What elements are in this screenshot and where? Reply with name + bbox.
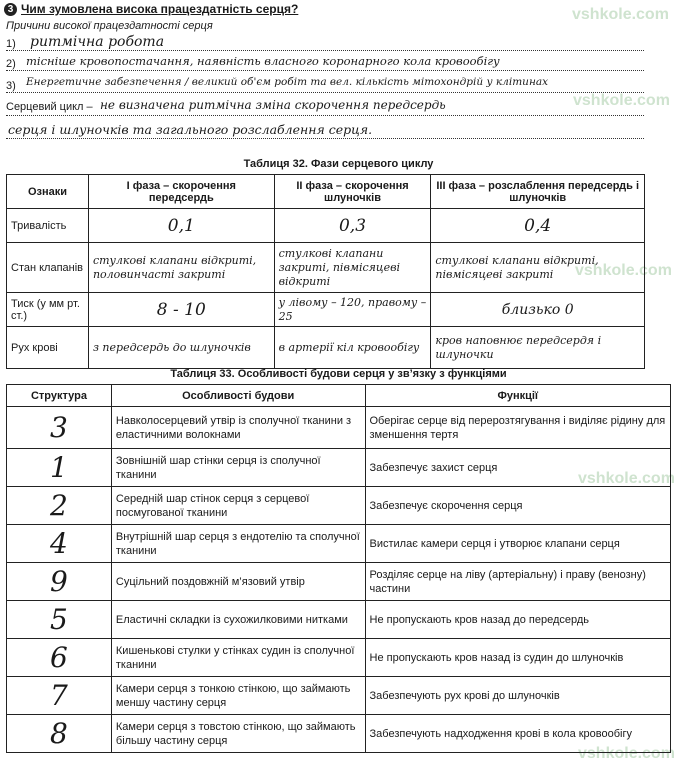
handwritten-cell: у лівому – 120, правому – 25: [274, 293, 431, 327]
table-row: [7, 327, 645, 369]
item-number: 3): [6, 80, 16, 92]
cycle-label: Серцевий цикл –: [6, 101, 93, 113]
row-label: Стан клапанів: [7, 243, 89, 293]
handwritten-structure-number: 7: [7, 677, 112, 715]
function-cell: Вистилає камери серця і утворює клапани серця: [365, 525, 671, 563]
function-cell: Оберігає серце від перерозтягування і виділяє рідину для зменшення тертя: [365, 407, 671, 449]
handwritten-cell: 0,3: [274, 209, 431, 243]
handwritten-cell: стулкові клапани відкриті, півмісяцеві закриті: [431, 243, 645, 293]
watermark: vshkole.com: [578, 745, 675, 762]
handwritten-structure-number: 6: [7, 639, 112, 677]
answer-line-5: [6, 138, 644, 139]
handwritten-cell: в артерії кіл кровообігу: [274, 327, 431, 369]
question-number-badge: 3: [4, 3, 17, 16]
handwritten-answer: не визначена ритмічна зміна скорочення передсердь: [100, 98, 446, 112]
feature-cell: Навколосерцевий утвір із сполучної тканини з еластичними волокнами: [111, 407, 365, 449]
table-row: [7, 449, 671, 487]
handwritten-answer: Енергетичне забезпечення / великий об'єм робіт та вел. кількість мітохондрій у клітинах: [26, 76, 549, 88]
function-cell: Забезпечує скорочення серця: [365, 487, 671, 525]
watermark: vshkole.com: [578, 470, 675, 487]
function-cell: Забезпечують надходження крові в кола кровообігу: [365, 715, 671, 753]
function-cell: Не пропускають кров назад із судин до шлуночків: [365, 639, 671, 677]
column-header: ІІІ фаза – розслаблення передсердь і шлуночків: [431, 175, 645, 209]
table-row: [7, 209, 645, 243]
table32-caption: Таблиця 32. Фази серцевого циклу: [243, 158, 434, 170]
row-label: Рух крові: [7, 327, 89, 369]
table33: [6, 384, 671, 753]
answer-line-1: [6, 50, 644, 51]
handwritten-cell: кров наповнює передсердя і шлуночки: [431, 327, 645, 369]
watermark: vshkole.com: [573, 92, 670, 109]
table-row: [7, 407, 671, 449]
handwritten-structure-number: 9: [7, 563, 112, 601]
feature-cell: Внутрішній шар серця з ендотелію та сполучної тканини: [111, 525, 365, 563]
handwritten-answer: ритмічна робота: [30, 34, 165, 50]
handwritten-answer: тісніше кровопостачання, наявність власного коронарного кола кровообігу: [26, 54, 500, 68]
feature-cell: Суцільний поздовжній м’язовий утвір: [111, 563, 365, 601]
handwritten-cell: з передсердь до шлуночків: [88, 327, 274, 369]
answer-line-2: [6, 70, 644, 71]
feature-cell: Камери серця з товстою стінкою, що займають більшу частину серця: [111, 715, 365, 753]
row-label: Тривалість: [7, 209, 89, 243]
handwritten-answer: серця і шлуночків та загального розслаблення серця.: [8, 122, 373, 137]
function-cell: Розділяє серце на ліву (артеріальну) і праву (венозну) частини: [365, 563, 671, 601]
function-cell: Не пропускають кров назад до передсердь: [365, 601, 671, 639]
table32: [6, 174, 645, 369]
table-row: [7, 487, 671, 525]
feature-cell: Камери серця з тонкою стінкою, що займають меншу частину серця: [111, 677, 365, 715]
table-row: [7, 243, 645, 293]
feature-cell: Кишенькові стулки у стінках судин із сполучної тканини: [111, 639, 365, 677]
watermark: vshkole.com: [572, 6, 669, 23]
handwritten-cell: 8 - 10: [88, 293, 274, 327]
column-header: Ознаки: [7, 175, 89, 209]
handwritten-structure-number: 3: [7, 407, 112, 449]
table33-caption: Таблиця 33. Особливості будови серця у зв’язку з функціями: [170, 368, 507, 380]
function-cell: Забезпечує захист серця: [365, 449, 671, 487]
column-header: Особливості будови: [111, 385, 365, 407]
function-cell: Забезпечують рух крові до шлуночків: [365, 677, 671, 715]
table-row: [7, 715, 671, 753]
feature-cell: Еластичні складки із сухожилковими нитками: [111, 601, 365, 639]
feature-cell: Середній шар стінок серця з серцевої посмугованої тканини: [111, 487, 365, 525]
handwritten-structure-number: 8: [7, 715, 112, 753]
table-row: [7, 601, 671, 639]
column-header: І фаза – скорочення передсердь: [88, 175, 274, 209]
column-header: Функції: [365, 385, 671, 407]
table-row: [7, 677, 671, 715]
watermark: vshkole.com: [575, 262, 672, 279]
answer-line-3: [6, 92, 644, 93]
handwritten-structure-number: 2: [7, 487, 112, 525]
answer-line-4: [6, 115, 644, 116]
handwritten-structure-number: 4: [7, 525, 112, 563]
question-subtitle: Причини високої працездатності серця: [6, 20, 213, 32]
handwritten-cell: 0,4: [431, 209, 645, 243]
table-row: [7, 639, 671, 677]
column-header: ІІ фаза – скорочення шлуночків: [274, 175, 431, 209]
row-label: Тиск (у мм рт. ст.): [7, 293, 89, 327]
handwritten-structure-number: 1: [7, 449, 112, 487]
handwritten-cell: стулкові клапани відкриті, половинчасті закриті: [88, 243, 274, 293]
handwritten-cell: 0,1: [88, 209, 274, 243]
table-row: [7, 293, 645, 327]
handwritten-cell: стулкові клапани закриті, півмісяцеві відкриті: [274, 243, 431, 293]
table-row: [7, 563, 671, 601]
column-header: Структура: [7, 385, 112, 407]
item-number: 1): [6, 38, 16, 50]
table-row: [7, 525, 671, 563]
feature-cell: Зовнішній шар стінки серця із сполучної тканини: [111, 449, 365, 487]
item-number: 2): [6, 58, 16, 70]
handwritten-cell: близько 0: [431, 293, 645, 327]
handwritten-structure-number: 5: [7, 601, 112, 639]
question-title: Чим зумовлена висока працездатність серця?: [21, 2, 299, 16]
